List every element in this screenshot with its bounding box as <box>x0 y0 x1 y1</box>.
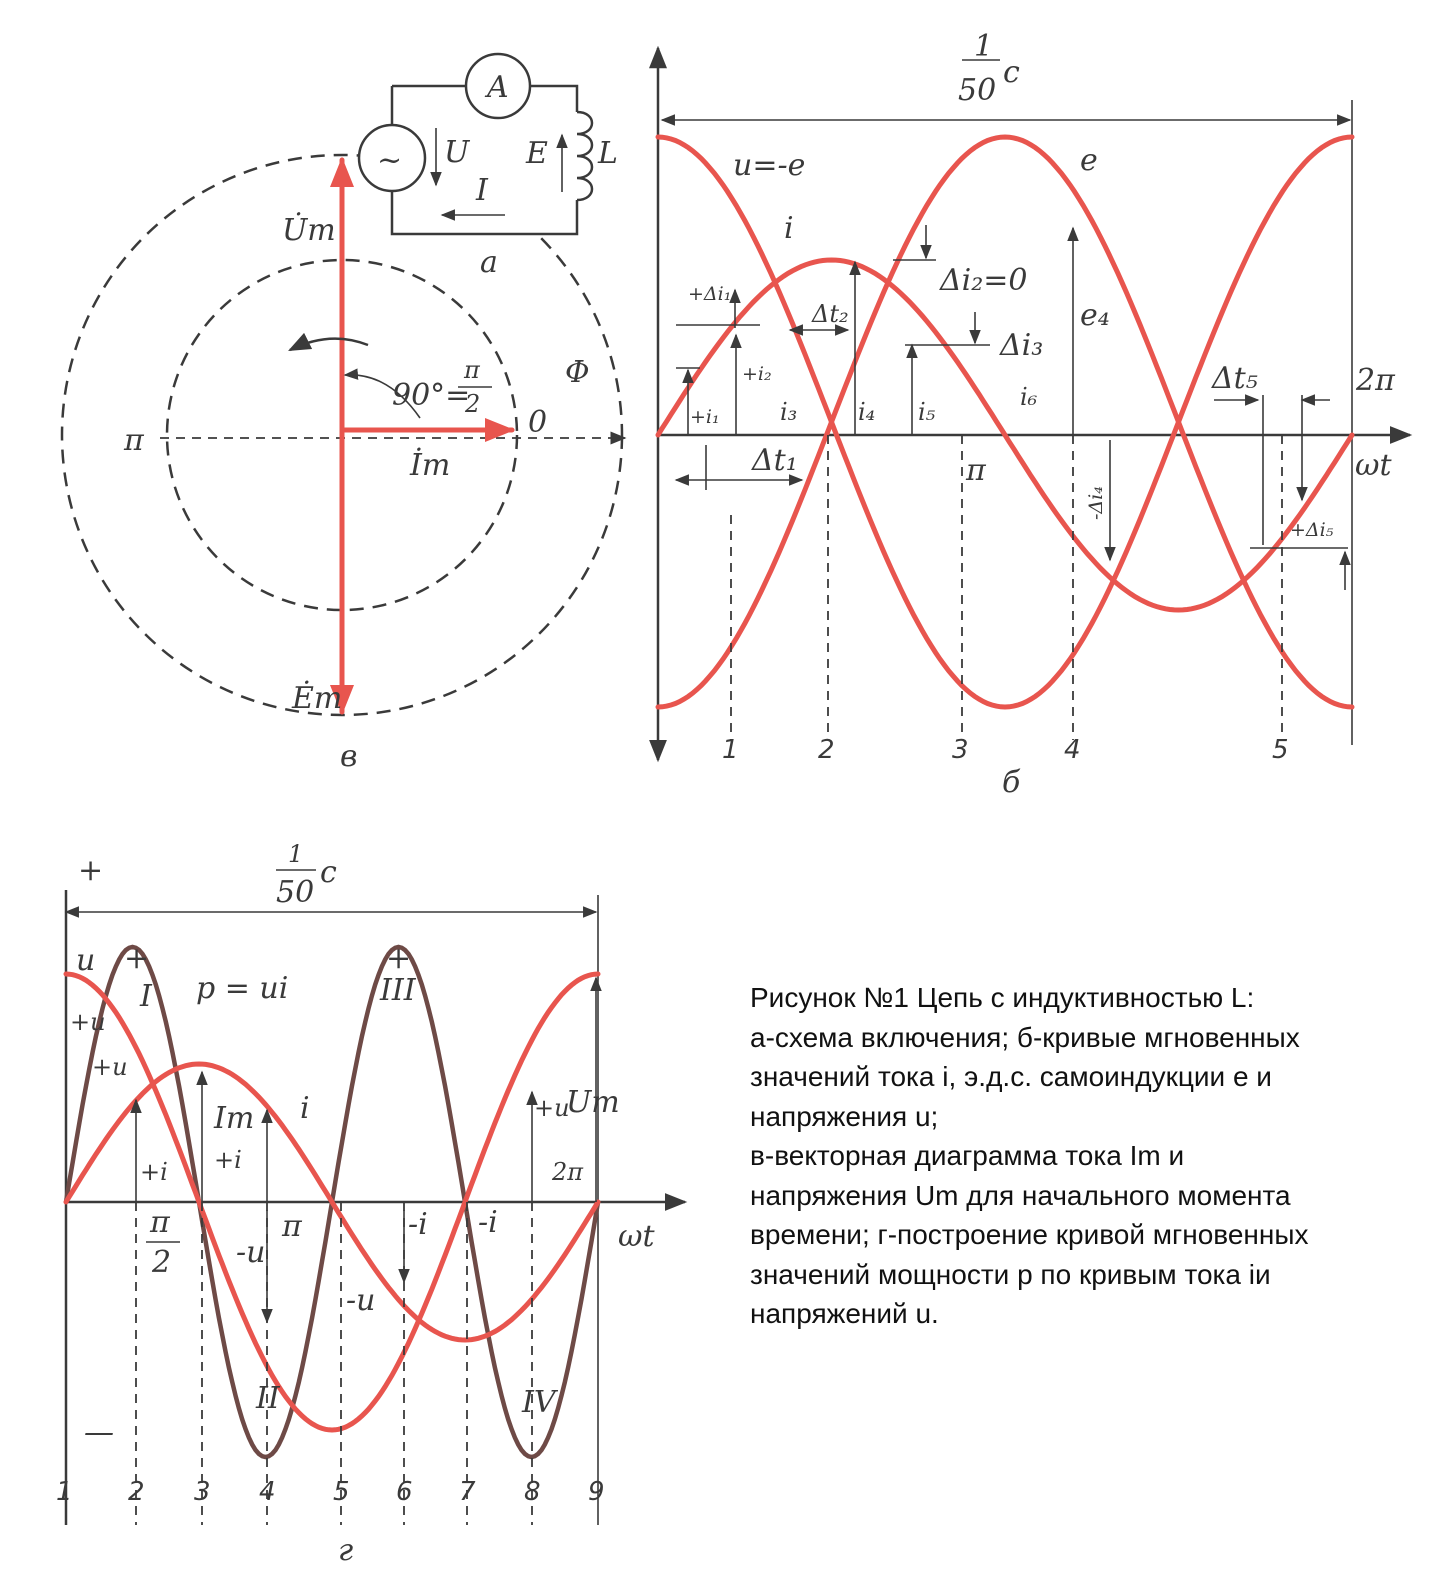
panel-b-e-curve <box>658 137 1352 707</box>
pi-label: π <box>124 423 144 458</box>
panel-b-2pi-label: 2π <box>1356 363 1395 398</box>
caption-line: значений тока i, э.д.с. самоиндукции е и <box>750 1061 1272 1092</box>
panel-b-u-label: u=-e <box>733 148 806 183</box>
panel-g-tick-2: 2 <box>128 1477 145 1507</box>
panel-g-period-num: 1 <box>288 840 304 868</box>
panel-b-i2-label: +i₂ <box>742 363 772 385</box>
caption-line: напряжения u; <box>750 1100 939 1132</box>
panel-g-roman-3: III <box>380 973 416 1008</box>
panel-g-minus-u-1: -u <box>236 1235 266 1270</box>
panel-g-plus-u-2: +u <box>92 1053 128 1081</box>
panel-g-plus-top: + <box>124 941 150 976</box>
panel-a-label: а <box>480 245 498 280</box>
panel-b-tick-4: 4 <box>1064 735 1081 765</box>
panel-b-i3-label: i₃ <box>780 398 798 426</box>
panel-g-roman-2: II <box>256 1381 280 1416</box>
caption-line: времени; г-построение кривой мгновенных <box>750 1219 1309 1250</box>
panel-g-tick-4: 4 <box>259 1477 276 1507</box>
caption-line: в-векторная диаграмма тока Im и <box>750 1140 1185 1171</box>
em-label: Ėm <box>292 681 343 716</box>
panel-b-i-label: i <box>784 211 794 246</box>
i-label: I <box>476 173 488 208</box>
panel-b-di2-label: Δi₂=0 <box>940 263 1028 298</box>
rotation-arrow <box>290 339 368 350</box>
panel-b-i4-label: i₄ <box>858 398 876 426</box>
zero-label: 0 <box>528 405 548 440</box>
panel-b-di4-label: -Δi₄ <box>1085 486 1107 520</box>
panel-g-plus: + <box>78 853 104 888</box>
source-symbol: ~ <box>377 143 403 178</box>
panel-b-wt-label: ωt <box>1355 448 1392 483</box>
e-label: E <box>526 136 548 171</box>
panel-b-period-unit: с <box>1003 55 1020 90</box>
panel-g-plus-u-3: +u <box>534 1094 570 1122</box>
panel-b-e4-label: e₄ <box>1080 298 1110 333</box>
panel-g-tick-6: 6 <box>396 1477 413 1507</box>
panel-g-roman-4: IV <box>522 1385 556 1420</box>
panel-b-dt5-label: Δt₅ <box>1212 361 1258 396</box>
im-label: İm <box>410 448 451 483</box>
panel-g-minus: — <box>84 1415 114 1450</box>
panel-g-label: г <box>338 1533 354 1568</box>
panel-g-plus-iii: + <box>386 941 412 976</box>
panel-g-um-label: Um <box>566 1085 620 1120</box>
panel-g-period-unit: с <box>320 855 337 890</box>
angle-label: 90°= <box>392 378 471 413</box>
panel-v-label: в <box>340 739 358 774</box>
panel-g-tick-9: 9 <box>588 1477 605 1507</box>
panel-g-pi-label: π <box>282 1209 302 1244</box>
panel-b-i5-label: i₅ <box>918 398 936 426</box>
panel-g-tick-1: 1 <box>56 1477 73 1507</box>
panel-g-half-pi-num: π <box>150 1205 170 1240</box>
panel-b-period-den: 50 <box>958 73 997 108</box>
panel-g-roman-1: I <box>140 979 152 1014</box>
panel-b-pi-label: π <box>966 453 986 488</box>
panel-g-tick-3: 3 <box>194 1477 211 1507</box>
panel-g-plus-u-1: +u <box>70 1008 106 1036</box>
panel-g-2pi-label: 2π <box>552 1158 584 1186</box>
panel-b-di5-label: +Δi₅ <box>1290 519 1334 541</box>
panel-g-tick-7: 7 <box>459 1477 476 1507</box>
panel-g-half-pi-den: 2 <box>152 1245 172 1280</box>
panel-b-label: б <box>1002 765 1021 800</box>
caption-line: а-схема включения; б-кривые мгновенных <box>750 1021 1300 1053</box>
panel-b-tick-1: 1 <box>722 735 739 765</box>
panel-b-dt1-label: Δt₁ <box>752 443 798 478</box>
panel-b-waveforms <box>658 29 1410 800</box>
angle-frac-num: π <box>464 356 480 384</box>
panel-g-plus-i-2: +i <box>214 1146 242 1174</box>
panel-b-tick-5: 5 <box>1272 735 1289 765</box>
panel-g-minus-i-2: -i <box>478 1205 498 1240</box>
caption-line: напряжений u. <box>750 1298 939 1329</box>
inductor-coil <box>577 112 592 200</box>
panel-b-u-curve <box>658 137 1352 707</box>
panel-g-tick-5: 5 <box>333 1477 350 1507</box>
caption-line: напряжения Um для начального момента <box>750 1179 1291 1211</box>
caption-line: Рисунок №1 Цепь с индуктивностью L: <box>750 982 1255 1013</box>
panel-g-wt-label: ωt <box>618 1219 655 1254</box>
panel-g-u-label: u <box>76 943 96 978</box>
panel-b-tick-2: 2 <box>818 735 835 765</box>
panel-g-tick-8: 8 <box>524 1477 541 1507</box>
phi-label: Φ <box>565 355 590 390</box>
u-label: U <box>444 135 470 170</box>
panel-b-tick-3: 3 <box>952 735 969 765</box>
panel-g-plus-i-1: +i <box>140 1158 168 1186</box>
panel-b-di3-label: Δi₃ <box>1000 328 1044 363</box>
ammeter-label: A <box>487 70 509 105</box>
l-label: L <box>598 136 618 171</box>
panel-b-i1-label: +i₁ <box>690 406 720 428</box>
um-label: U̇m <box>282 213 336 248</box>
panel-g-p-label: p = ui <box>196 971 289 1006</box>
panel-g-power <box>56 840 685 1568</box>
panel-g-period-den: 50 <box>276 875 315 910</box>
angle-frac-den: 2 <box>465 390 481 418</box>
panel-b-di1-label: +Δi₁ <box>688 283 732 305</box>
panel-b-period-num: 1 <box>974 29 994 64</box>
panel-b-dt2-label: Δt₂ <box>812 300 849 328</box>
panel-b-i6-label: i₆ <box>1020 383 1038 411</box>
panel-a-circuit <box>359 54 618 280</box>
panel-v-vector-diagram <box>62 155 625 774</box>
panel-b-e-label: e <box>1080 143 1098 178</box>
panel-g-minus-i-1: -i <box>408 1207 428 1242</box>
panel-g-i-label: i <box>300 1091 310 1126</box>
caption-line: значений мощности р по кривым тока iи <box>750 1258 1271 1290</box>
panel-g-minus-u-2: -u <box>346 1283 376 1318</box>
panel-g-im-label: Im <box>214 1101 255 1136</box>
figure-caption <box>750 978 1410 1334</box>
